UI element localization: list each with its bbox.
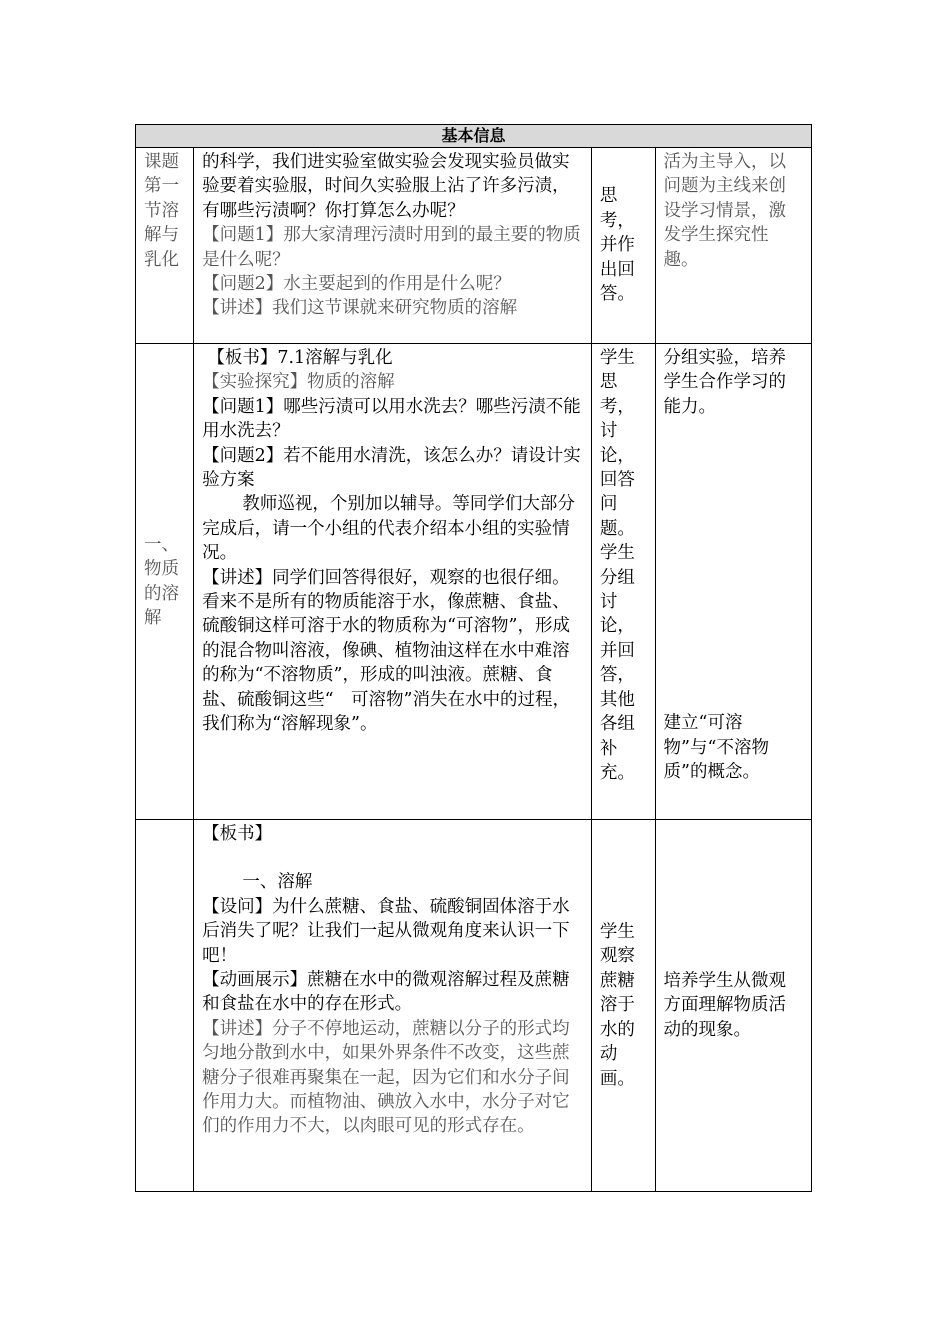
row2-text-6: 【讲述】同学们回答得很好，观察的也很仔细。看来不是所有的物质能溶于水，像蔗糖、食盐、硫酸铜这样可溶于水的物质称为“可溶物”，形成的混合物叫溶液，像碘、植物油这样在水中难溶的称为“不溶物质”，形成的叫浊液。蔗糖、食盐、硫酸铜这些“ 可溶物”消失在水中的过程，我们称为“溶解现象”。: [202, 567, 570, 735]
row3-text-1: 【板书】: [202, 824, 273, 844]
row3-section-cell: [136, 820, 194, 1192]
table-row: [136, 344, 812, 820]
row1-text-1: 的科学，我们进实验室做实验会发现实验员做实验要着实验服，时间久实验服上沾了许多污渍，有哪些污渍啊？你打算怎么办呢？: [202, 152, 570, 221]
row1-text-4: 【讲述】我们这节课就来研究物质的溶解: [202, 298, 518, 319]
row2-student-1: 学生思考，讨论，回答问题。: [599, 348, 635, 539]
row2-student-2: 学生分组讨论，并回答，其他各组补充。: [599, 543, 635, 783]
row3-text-4: 【动画展示】蔗糖在水中的微观溶解过程及蔗糖和食盐在水中的存在形式。: [202, 970, 570, 1015]
table-title: 基本信息: [136, 125, 812, 148]
row2-text-5: 教师巡视，个别加以辅导。等同学们大部分完成后，请一个小组的代表介绍本小组的实验情况。: [202, 494, 575, 564]
row1-teacher-cell: [194, 148, 592, 344]
table-header-row: [136, 125, 812, 148]
row3-teacher-cell: [194, 820, 592, 1192]
row2-text-2: 【实验探究】物质的溶解: [202, 372, 395, 393]
lesson-plan-table: [135, 124, 812, 1192]
row2-text-3: 【问题1】哪些污渍可以用水洗去？哪些污渍不能用水洗去？: [202, 396, 581, 442]
row1-topic-cell: 课题第一节溶解与乳化: [136, 148, 194, 344]
row1-text-3: 【问题2】水主要起到的作用是什么呢？: [202, 274, 511, 295]
table-row: [136, 148, 812, 344]
row1-text-2: 【问题1】那大家清理污渍时用到的最主要的物质是什么呢？: [202, 225, 581, 270]
row1-intent-cell: 活为主导入，以问题为主线来创设学习情景，激发学生探究性趣。: [655, 148, 811, 344]
row3-text-5: 【讲述】分子不停地运动，蔗糖以分子的形式均匀地分散到水中，如果外界条件不改变，这些蔗糖分子很难再聚集在一起，因为它们和水分子间作用力大。而植物油、碘放入水中，水分子对它们的作用力不大，以肉眼可见的形式存在。: [202, 1018, 570, 1137]
row3-intent-cell: 培养学生从微观方面理解物质活动的现象。: [655, 820, 811, 1192]
table-row: [136, 820, 812, 1192]
row2-text-1: 【板书】7.1溶解与乳化: [207, 348, 393, 368]
row3-text-2: 一、溶解: [242, 872, 313, 893]
row3-student-cell: 学生观察蔗糖溶于水的动画。: [591, 820, 655, 1192]
row2-intent-cell: [655, 344, 811, 820]
row2-teacher-cell: [194, 344, 592, 820]
row2-text-4: 【问题2】若不能用水清洗，该怎么办？请设计实验方案: [202, 445, 581, 491]
row2-intent-1: 分组实验，培养学生合作学习的能力。: [663, 348, 787, 417]
row2-intent-2: 建立“可溶物”与“不溶物质”的概念。: [663, 713, 769, 783]
row2-student-cell: [591, 344, 655, 820]
row3-text-3: 【设问】为什么蔗糖、食盐、硫酸铜固体溶于水后消失了呢？让我们一起从微观角度来认识一下吧！: [202, 896, 570, 966]
row2-section-cell: 一、物质的溶解: [136, 344, 194, 820]
row1-student-cell: 思考，并作出回答。: [591, 148, 655, 344]
